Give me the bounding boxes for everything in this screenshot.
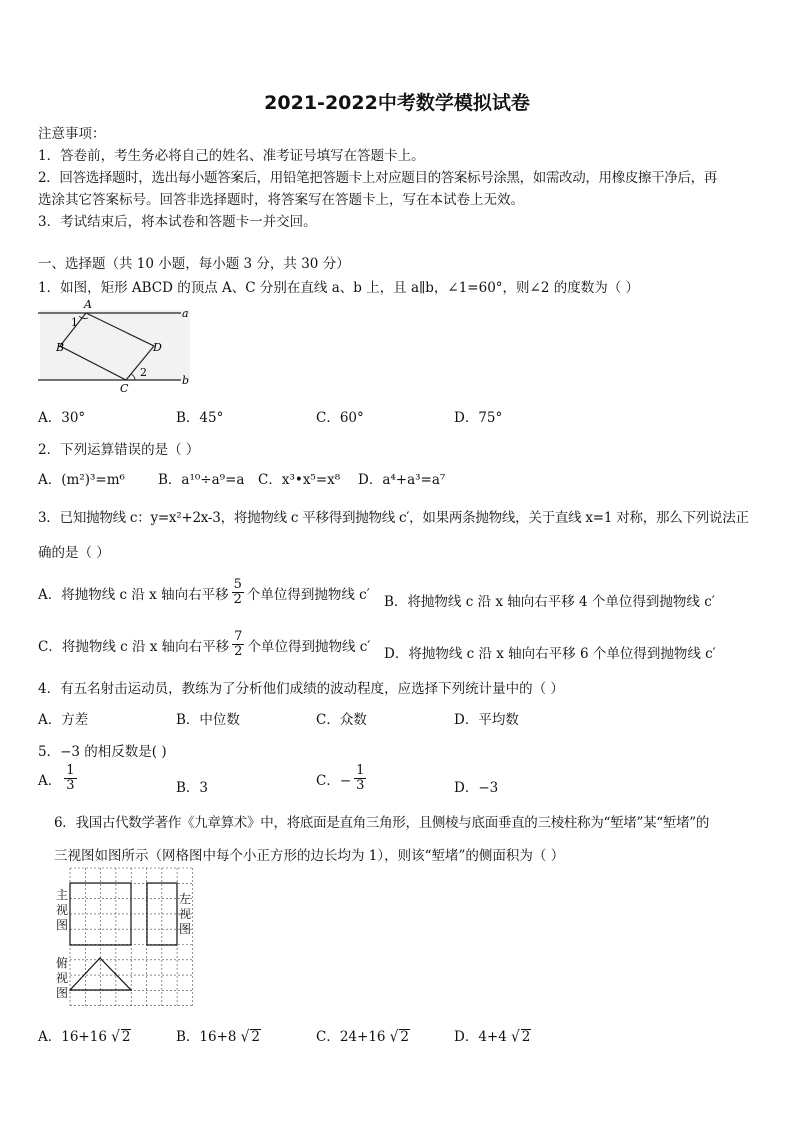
q3-option-a-suffix: 个单位得到抛物线 c′	[246, 586, 370, 603]
q6-option-c	[316, 1025, 410, 1045]
side-label-2: 视	[179, 907, 192, 921]
q6-option-d-radicand: 2	[521, 1029, 531, 1045]
label-1: 1	[71, 316, 78, 329]
q3-option-c	[38, 630, 370, 659]
notice-item-2-cont: 选涂其它答案标号。回答非选择题时，将答案写在答题卡上，写在本试卷上无效。	[38, 192, 524, 208]
q6-three-view-figure	[54, 866, 204, 1008]
notice-heading: 注意事项：	[38, 126, 106, 142]
top-label-2: 视	[56, 971, 69, 985]
q5-option-a-numerator: 1	[66, 763, 75, 778]
q5-option-b: B．3	[176, 780, 209, 796]
q2-option-c: C．x³•x⁵=x⁸	[258, 472, 341, 488]
q3-option-c-fraction	[232, 630, 244, 659]
q2-option-a: A．(m²)³=m⁶	[38, 472, 125, 488]
q6-option-a-label: A．16+16	[38, 1029, 107, 1045]
q3-stem-line2: 确的是（ ）	[38, 545, 110, 561]
section-heading: 一、选择题（共 10 小题，每小题 3 分，共 30 分）	[38, 256, 350, 272]
q1-figure	[36, 296, 201, 396]
q1-stem: 1．如图，矩形 ABCD 的顶点 A、C 分别在直线 a、b 上，且 a∥b，∠1=60°，则∠2 的度数为（ ）	[38, 280, 640, 296]
q4-stem: 4．有五名射击运动员，教练为了分析他们成绩的波动程度，应选择下列统计量中的（ ）	[38, 681, 564, 697]
top-label-1: 俯	[56, 956, 69, 970]
q5-option-a-fraction	[64, 764, 76, 793]
q6-stem-line1: 6．我国古代数学著作《九章算术》中，将底面是直角三角形，且侧棱与底面垂直的三棱柱称为“堑堵”某“堑堵”的	[54, 815, 710, 831]
q3-option-a	[38, 578, 370, 607]
q5-option-a-label: A．	[38, 772, 62, 789]
q6-option-c-radicand: 2	[400, 1029, 409, 1045]
q5-option-a-denominator: 3	[66, 778, 75, 793]
front-label-1: 主	[56, 888, 69, 902]
q5-stem: 5．−3 的相反数是( )	[38, 744, 167, 760]
front-label-3: 图	[56, 918, 69, 932]
q5-option-c-numerator: 1	[356, 763, 365, 778]
q2-stem: 2．下列运算错误的是（ ）	[38, 442, 200, 458]
sqrt-icon: √	[111, 1027, 120, 1047]
q3-option-a-fraction	[232, 578, 244, 607]
q3-option-a-denominator: 2	[233, 592, 242, 607]
q1-option-d: D．75°	[454, 410, 503, 426]
q1-option-c: C．60°	[316, 410, 364, 426]
q6-option-a-radicand: 2	[121, 1029, 131, 1045]
q6-option-d-label: D．4+4	[454, 1029, 507, 1045]
page-title: 2021-2022中考数学模拟试卷	[264, 92, 530, 114]
label-B: B	[56, 341, 65, 354]
q1-option-a: A．30°	[38, 410, 86, 426]
q2-option-b: B．a¹⁰÷a⁹=a	[158, 472, 245, 488]
q5-option-c-denominator: 3	[356, 778, 365, 793]
q6-option-d	[454, 1025, 531, 1045]
q2-option-d: D．a⁴+a³=a⁷	[358, 472, 446, 488]
q3-option-a-numerator: 5	[233, 577, 242, 592]
label-C: C	[120, 382, 129, 395]
q4-option-a: A．方差	[38, 712, 89, 728]
label-2: 2	[140, 366, 147, 379]
q6-option-b	[176, 1025, 261, 1045]
q5-option-d: D．−3	[454, 780, 499, 796]
q5-option-c-fraction	[354, 764, 366, 793]
q6-stem-line2: 三视图如图所示（网格图中每个小正方形的边长均为 1），则该“堑堵”的侧面积为（ ）	[54, 848, 565, 864]
q3-option-c-numerator: 7	[234, 629, 243, 644]
q4-option-b: B．中位数	[176, 712, 240, 728]
q3-option-c-denominator: 2	[234, 644, 243, 659]
notice-item-2: 2．回答选择题时，选出每小题答案后，用铅笔把答题卡上对应题目的答案标号涂黑，如需改动，用橡皮擦干净后，再	[38, 170, 717, 186]
q3-option-a-text: A．将抛物线 c 沿 x 轴向右平移	[38, 586, 229, 603]
notice-item-1: 1．答卷前，考生务必将自己的姓名、准考证号填写在答题卡上。	[38, 148, 425, 164]
sqrt-icon: √	[511, 1027, 520, 1047]
side-label-3: 图	[179, 922, 192, 936]
q5-option-c	[316, 764, 369, 793]
sqrt-icon: √	[240, 1027, 250, 1047]
q4-option-c: C．众数	[316, 712, 367, 728]
q5-option-c-label: C．−	[316, 772, 352, 789]
front-label-2: 视	[56, 903, 69, 917]
q4-option-d: D．平均数	[454, 712, 519, 728]
label-b: b	[182, 374, 190, 387]
q6-option-a	[38, 1025, 131, 1045]
q3-option-c-suffix: 个单位得到抛物线 c′	[247, 638, 371, 655]
q6-option-c-label: C．24+16	[316, 1029, 386, 1045]
q5-option-a	[38, 764, 80, 793]
q3-option-d: D．将抛物线 c 沿 x 轴向右平移 6 个单位得到抛物线 c′	[384, 646, 716, 662]
q3-stem-line1: 3．已知抛物线 c：y=x²+2x-3，将抛物线 c 平移得到抛物线 c′，如果两条抛物线，关于直线 x=1 对称，那么下列说法正	[38, 510, 749, 526]
q1-option-b: B．45°	[176, 410, 224, 426]
q3-option-c-text: C．将抛物线 c 沿 x 轴向右平移	[38, 638, 230, 655]
sqrt-icon: √	[389, 1027, 399, 1047]
q6-option-b-radicand: 2	[251, 1029, 260, 1045]
q6-option-b-label: B．16+8	[176, 1029, 237, 1045]
top-label-3: 图	[56, 986, 69, 1000]
side-label-1: 左	[179, 892, 192, 906]
label-D: D	[153, 341, 162, 354]
notice-item-3: 3．考试结束后，将本试卷和答题卡一并交回。	[38, 214, 317, 230]
label-a: a	[182, 307, 189, 320]
q3-option-b: B．将抛物线 c 沿 x 轴向右平移 4 个单位得到抛物线 c′	[384, 594, 715, 610]
label-A: A	[84, 298, 92, 311]
